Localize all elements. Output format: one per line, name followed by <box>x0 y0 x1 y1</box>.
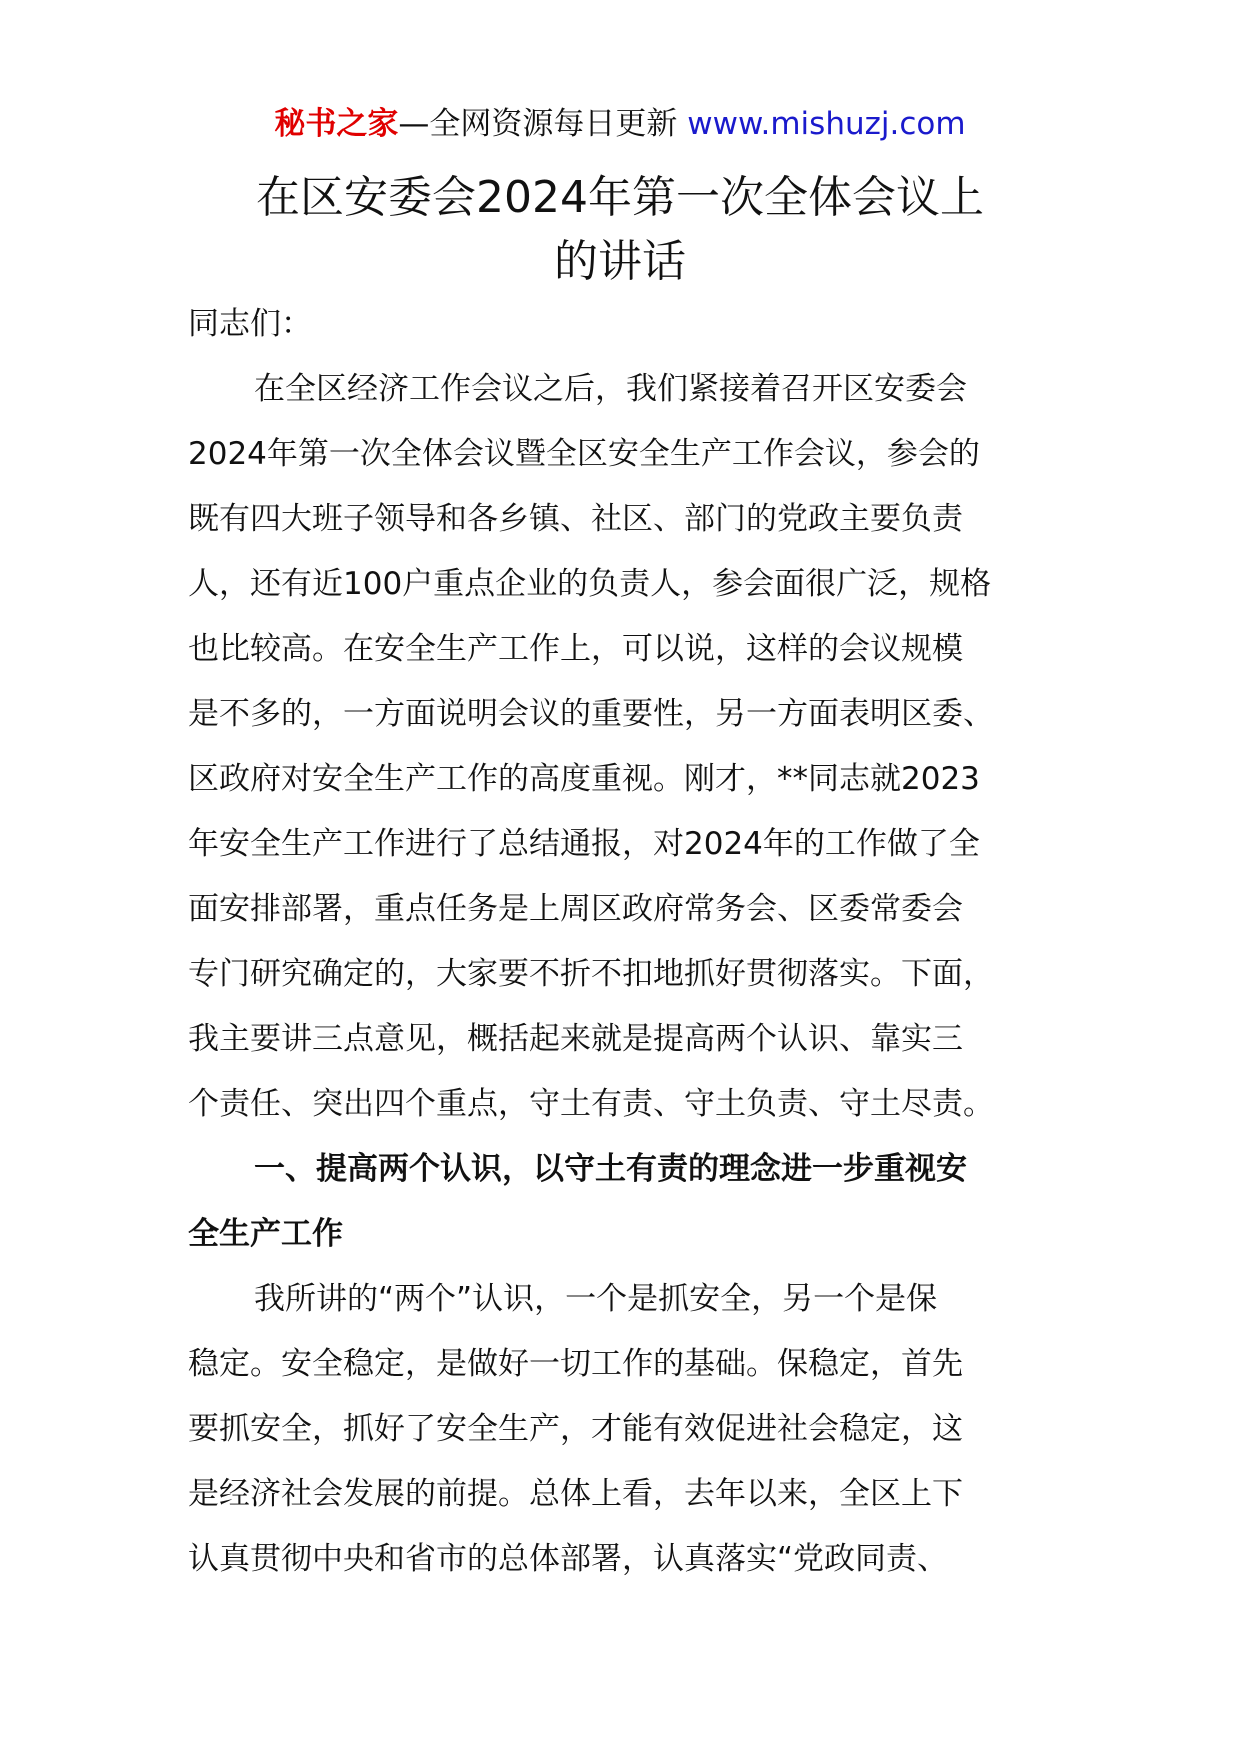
paragraph-line: 在全区经济工作会议之后，我们紧接着召开区安委会 <box>254 371 967 407</box>
greeting: 同志们： <box>188 306 312 342</box>
paragraph-line: 我主要讲三点意见，概括起来就是提高两个认识、靠实三 <box>188 1021 963 1057</box>
paragraph-line: 年安全生产工作进行了总结通报，对2024年的工作做了全 <box>188 826 980 862</box>
paragraph-line: 认真贯彻中央和省市的总体部署，认真落实“党政同责、 <box>188 1541 949 1577</box>
paragraph-line: 是不多的，一方面说明会议的重要性，另一方面表明区委、 <box>188 696 994 732</box>
paragraph-line: 区政府对安全生产工作的高度重视。刚才，**同志就2023 <box>188 761 980 797</box>
paragraph-line: 也比较高。在安全生产工作上，可以说，这样的会议规模 <box>188 631 963 667</box>
paragraph-line: 个责任、突出四个重点，守土有责、守土负责、守土尽责。 <box>188 1086 994 1122</box>
speech-body <box>188 292 1068 1592</box>
paragraph-line: 人，还有近100户重点企业的负责人，参会面很广泛，规格 <box>188 566 992 602</box>
site-url-link[interactable]: www.mishuzj.com <box>687 106 966 142</box>
title-line-1: 在区安委会2024年第一次全体会议上 <box>256 172 984 223</box>
paragraph-line: 稳定。安全稳定，是做好一切工作的基础。保稳定，首先 <box>188 1346 963 1382</box>
section-heading-1-cont: 全生产工作 <box>188 1216 343 1252</box>
section-heading-1: 一、提高两个认识，以守土有责的理念进一步重视安 <box>254 1151 967 1187</box>
paragraph-line: 是经济社会发展的前提。总体上看，去年以来，全区上下 <box>188 1476 963 1512</box>
paragraph-line: 我所讲的“两个”认识，一个是抓安全，另一个是保 <box>254 1281 938 1317</box>
banner-tagline: —全网资源每日更新 <box>398 106 688 142</box>
paragraph-line: 面安排部署，重点任务是上周区政府常务会、区委常委会 <box>188 891 963 927</box>
paragraph-line: 要抓安全，抓好了安全生产，才能有效促进社会稳定，这 <box>188 1411 963 1447</box>
title-line-2: 的讲话 <box>554 236 686 287</box>
paragraph-line: 2024年第一次全体会议暨全区安全生产工作会议，参会的 <box>188 436 980 472</box>
site-banner <box>0 102 1240 146</box>
paragraph-line: 专门研究确定的，大家要不折不扣地抓好贯彻落实。下面， <box>188 956 994 992</box>
brand-name: 秘书之家 <box>274 106 399 142</box>
paragraph-line: 既有四大班子领导和各乡镇、社区、部门的党政主要负责 <box>188 501 963 537</box>
document-title <box>186 166 1054 294</box>
